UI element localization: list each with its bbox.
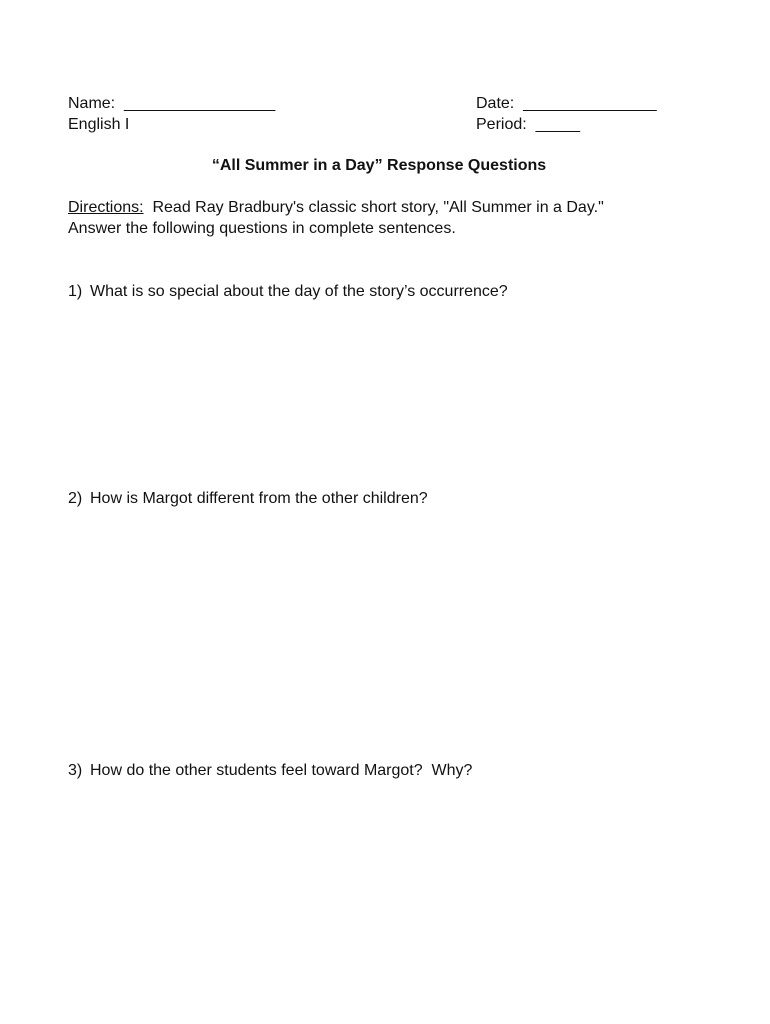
directions-line-1 <box>68 198 604 218</box>
name-field: Name: _________________ <box>68 95 276 112</box>
question-text: How is Margot different from the other children? <box>90 490 428 507</box>
question-text: What is so special about the day of the story’s occurrence? <box>90 283 508 300</box>
course-name: English I <box>68 116 130 133</box>
question-number: 1) <box>68 283 83 300</box>
directions-line-2: Answer the following questions in complete sentences. <box>68 220 456 237</box>
worksheet-title: “All Summer in a Day” Response Questions <box>211 157 547 174</box>
question-number: 3) <box>68 762 83 779</box>
question-number: 2) <box>68 490 83 507</box>
directions-label: Directions: <box>68 199 144 216</box>
date-field: Date: _______________ <box>476 95 657 112</box>
question-text: How do the other students feel toward Margot? Why? <box>90 762 473 779</box>
question-1 <box>68 282 508 302</box>
directions-text-1: Read Ray Bradbury's classic short story, "All Summer in a Day." <box>143 199 604 216</box>
question-2 <box>68 489 428 509</box>
question-3 <box>68 761 472 781</box>
period-field: Period: _____ <box>476 116 581 133</box>
